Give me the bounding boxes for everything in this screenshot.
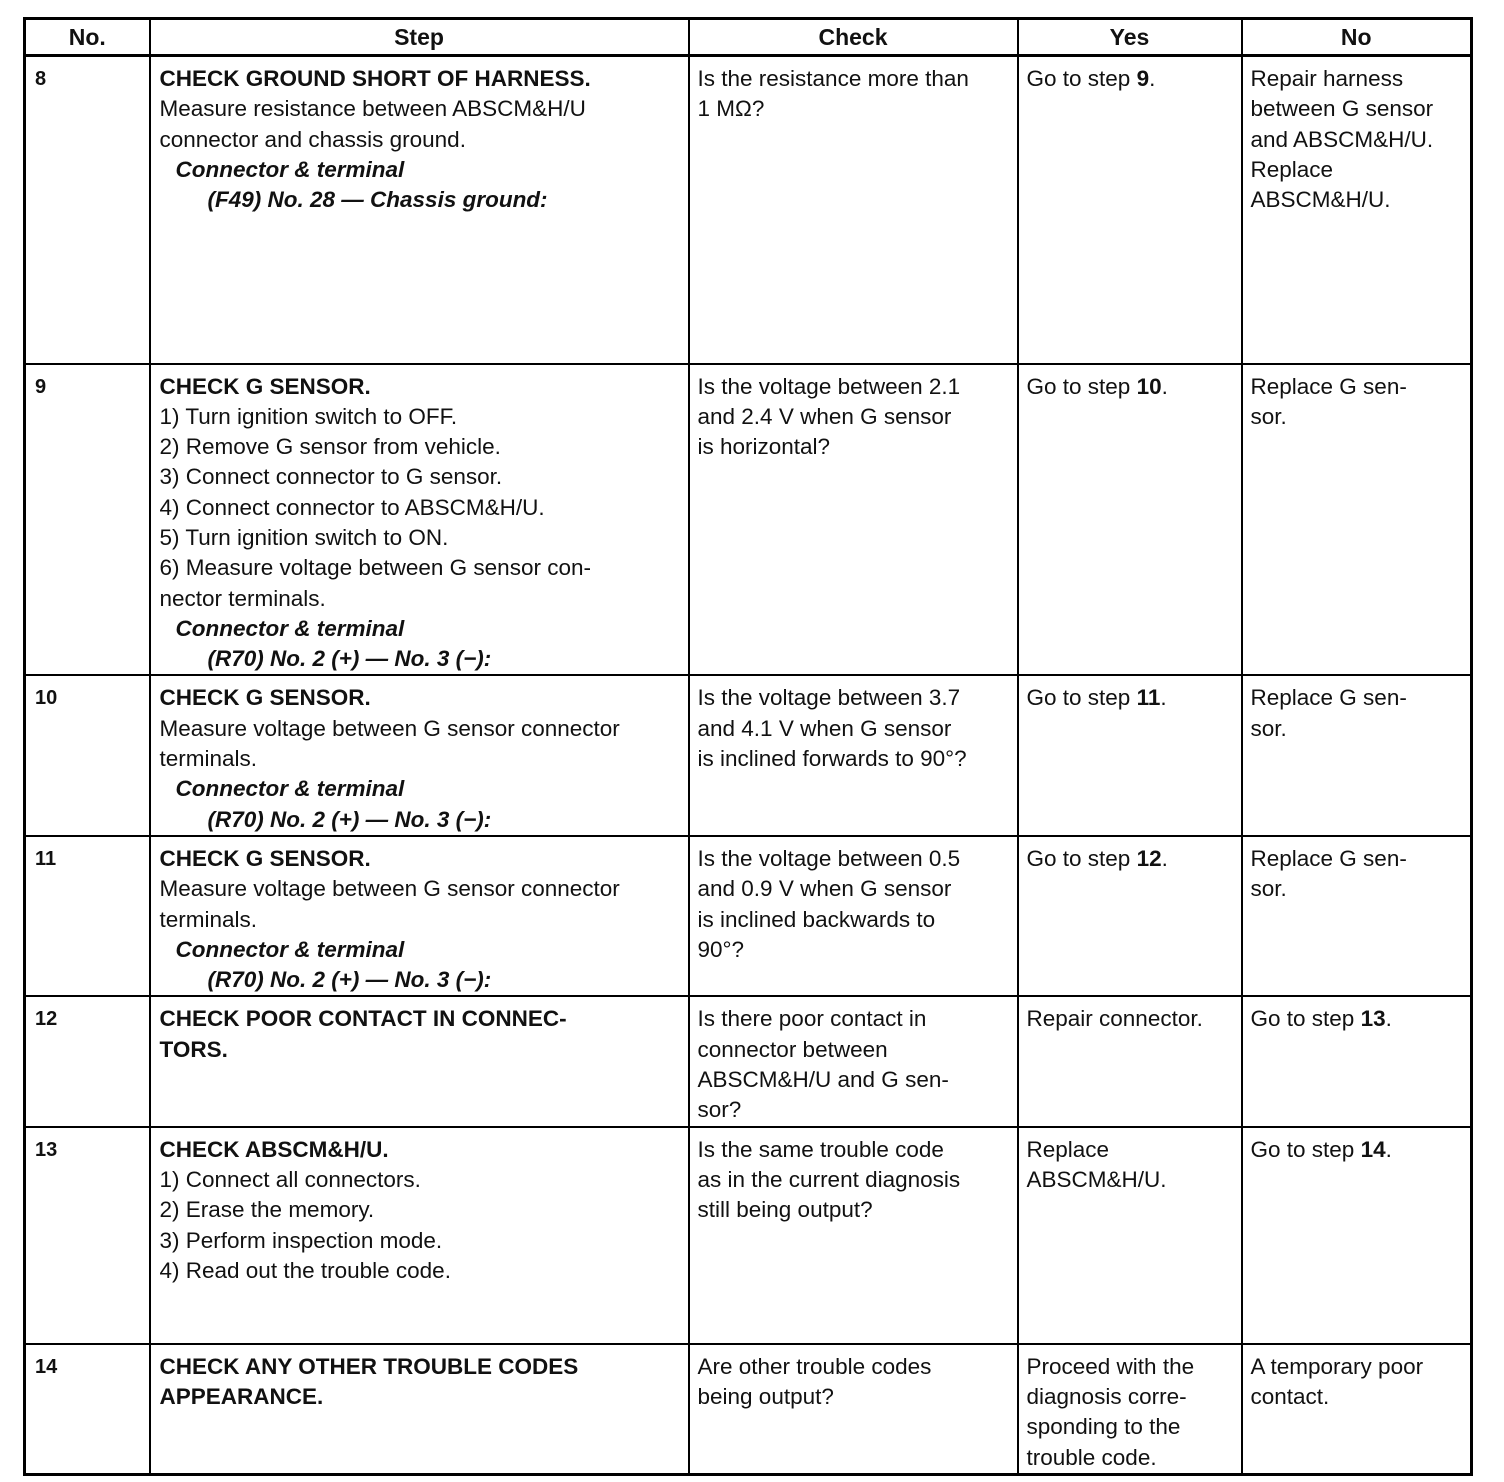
no-line: Replace G sen- <box>1250 685 1407 711</box>
step-line: connector and chassis ground. <box>159 126 466 152</box>
yes-prefix: Go to step <box>1026 845 1137 871</box>
no-prefix: Go to step <box>1250 1136 1361 1162</box>
step-number: 8 <box>25 56 150 364</box>
no-line: sor. <box>1250 715 1287 741</box>
step-title: CHECK ABSCM&H/U. <box>159 1136 389 1162</box>
no-suffix: . <box>1385 1006 1392 1032</box>
terminal-spec: (F49) No. 28 — Chassis ground: <box>207 187 548 213</box>
terminal-spec: (R70) No. 2 (+) — No. 3 (−): <box>207 967 492 993</box>
yes-step-ref: 11 <box>1136 685 1161 711</box>
yes-line: Proceed with the <box>1026 1353 1195 1379</box>
step-line: 4) Read out the trouble code. <box>159 1257 451 1283</box>
yes-line: ABSCM&H/U. <box>1026 1166 1167 1192</box>
step-cell <box>150 675 689 835</box>
step-number: 10 <box>25 675 150 835</box>
yes-line: Replace <box>1026 1136 1110 1162</box>
header-no-result: No <box>1242 19 1472 56</box>
step-title: TORS. <box>159 1036 228 1062</box>
no-cell <box>1242 1344 1472 1475</box>
check-line: and 0.9 V when G sensor <box>697 876 952 902</box>
check-line: 90°? <box>697 936 745 962</box>
step-line: 5) Turn ignition switch to ON. <box>159 524 449 550</box>
yes-suffix: . <box>1160 685 1167 711</box>
no-prefix: Go to step <box>1250 1006 1361 1032</box>
check-line: and 2.4 V when G sensor <box>697 403 952 429</box>
no-line: and ABSCM&H/U. <box>1250 126 1434 152</box>
header-yes: Yes <box>1018 19 1242 56</box>
check-line: is horizontal? <box>697 434 831 460</box>
connector-label: Connector & terminal <box>175 615 405 641</box>
step-line: 2) Remove G sensor from vehicle. <box>159 434 501 460</box>
check-cell <box>689 1344 1018 1475</box>
table-row <box>25 996 1472 1126</box>
no-line <box>1251 1004 1463 1034</box>
no-line: contact. <box>1250 1383 1330 1409</box>
terminal-spec: (R70) No. 2 (+) — No. 3 (−): <box>207 806 492 832</box>
no-line: sor. <box>1250 403 1287 429</box>
yes-line: trouble code. <box>1026 1444 1157 1470</box>
check-line: 1 MΩ? <box>697 96 765 122</box>
no-cell <box>1242 675 1472 835</box>
table-row <box>25 836 1472 996</box>
step-title: CHECK G SENSOR. <box>159 845 371 871</box>
step-cell <box>150 56 689 364</box>
check-cell <box>689 56 1018 364</box>
yes-line: sponding to the <box>1026 1414 1181 1440</box>
no-cell <box>1242 1127 1472 1344</box>
yes-step-ref: 9 <box>1136 66 1150 91</box>
check-line: Is there poor contact in <box>697 1006 927 1032</box>
check-line: sor? <box>697 1097 742 1123</box>
table-row <box>25 364 1472 676</box>
step-line: 4) Connect connector to ABSCM&H/U. <box>159 494 545 520</box>
no-cell <box>1242 364 1472 676</box>
step-number: 11 <box>25 836 150 996</box>
check-line: and 4.1 V when G sensor <box>697 715 952 741</box>
no-cell <box>1242 996 1472 1126</box>
no-line: ABSCM&H/U. <box>1250 187 1391 213</box>
no-line: between G sensor <box>1250 96 1434 122</box>
yes-cell <box>1018 1344 1242 1475</box>
step-line: Measure voltage between G sensor connector <box>159 876 620 902</box>
check-line: being output? <box>697 1383 834 1409</box>
step-cell <box>150 1127 689 1344</box>
connector-label: Connector & terminal <box>175 936 405 962</box>
connector-label: Connector & terminal <box>175 156 405 182</box>
check-line: as in the current diagnosis <box>697 1166 961 1192</box>
step-title: CHECK GROUND SHORT OF HARNESS. <box>159 66 591 91</box>
step-line: terminals. <box>159 906 258 932</box>
yes-line <box>1027 372 1233 402</box>
no-line: Replace <box>1250 156 1334 182</box>
check-line: ABSCM&H/U and G sen- <box>697 1067 949 1093</box>
no-line: Replace G sen- <box>1250 373 1407 399</box>
yes-cell <box>1018 996 1242 1126</box>
step-cell <box>150 1344 689 1475</box>
yes-suffix: . <box>1161 845 1168 871</box>
yes-cell <box>1018 56 1242 364</box>
step-line: 1) Turn ignition switch to OFF. <box>159 403 458 429</box>
header-check: Check <box>689 19 1018 56</box>
check-line: Is the same trouble code <box>697 1136 944 1162</box>
yes-cell <box>1018 1127 1242 1344</box>
yes-line <box>1027 844 1233 874</box>
check-cell <box>689 836 1018 996</box>
header-step: Step <box>150 19 689 56</box>
no-line <box>1251 1135 1463 1165</box>
terminal-spec: (R70) No. 2 (+) — No. 3 (−): <box>207 646 492 672</box>
yes-cell <box>1018 364 1242 676</box>
step-line: 3) Perform inspection mode. <box>159 1227 443 1253</box>
check-line: Are other trouble codes <box>697 1353 932 1379</box>
step-line: 2) Erase the memory. <box>159 1197 375 1223</box>
yes-line <box>1027 683 1233 713</box>
table-row <box>25 1127 1472 1344</box>
check-line: still being output? <box>697 1197 873 1223</box>
no-cell <box>1242 56 1472 364</box>
step-number: 14 <box>25 1344 150 1475</box>
step-title: CHECK G SENSOR. <box>159 685 371 711</box>
check-line: Is the voltage between 0.5 <box>697 845 961 871</box>
yes-step-ref: 10 <box>1136 373 1162 399</box>
check-cell <box>689 675 1018 835</box>
step-number: 13 <box>25 1127 150 1344</box>
yes-step-ref: 12 <box>1136 845 1162 871</box>
check-cell <box>689 996 1018 1126</box>
check-line: Is the voltage between 3.7 <box>697 685 961 711</box>
yes-prefix: Go to step <box>1026 66 1137 91</box>
yes-line: Repair connector. <box>1026 1006 1203 1032</box>
check-cell <box>689 364 1018 676</box>
check-line: is inclined backwards to <box>697 906 936 932</box>
step-line: Measure resistance between ABSCM&H/U <box>159 96 586 122</box>
step-line: 3) Connect connector to G sensor. <box>159 464 503 490</box>
no-line: Repair harness <box>1250 66 1404 91</box>
no-cell <box>1242 836 1472 996</box>
yes-prefix: Go to step <box>1026 685 1137 711</box>
yes-prefix: Go to step <box>1026 373 1137 399</box>
step-title: CHECK ANY OTHER TROUBLE CODES <box>159 1353 579 1379</box>
header-row <box>25 19 1472 56</box>
yes-line <box>1027 64 1233 94</box>
yes-cell <box>1018 836 1242 996</box>
yes-cell <box>1018 675 1242 835</box>
yes-line: diagnosis corre- <box>1026 1383 1187 1409</box>
step-title: APPEARANCE. <box>159 1383 324 1409</box>
table-row <box>25 56 1472 364</box>
no-step-ref: 13 <box>1360 1006 1386 1032</box>
check-line: Is the resistance more than <box>697 66 969 91</box>
step-line: terminals. <box>159 746 258 772</box>
step-cell <box>150 996 689 1126</box>
table-row <box>25 675 1472 835</box>
check-line: Is the voltage between 2.1 <box>697 373 961 399</box>
check-line: is inclined forwards to 90°? <box>697 746 967 772</box>
yes-suffix: . <box>1161 373 1168 399</box>
check-line: connector between <box>697 1036 888 1062</box>
no-line: Replace G sen- <box>1250 845 1407 871</box>
table-row <box>25 1344 1472 1475</box>
no-step-ref: 14 <box>1360 1136 1386 1162</box>
diagnosis-table <box>23 17 1473 1476</box>
yes-suffix: . <box>1149 66 1156 91</box>
step-line: Measure voltage between G sensor connector <box>159 715 620 741</box>
step-line: 6) Measure voltage between G sensor con- <box>159 555 591 581</box>
step-number: 9 <box>25 364 150 676</box>
step-number: 12 <box>25 996 150 1126</box>
header-no: No. <box>25 19 150 56</box>
step-title: CHECK G SENSOR. <box>159 373 371 399</box>
step-cell <box>150 364 689 676</box>
no-line: sor. <box>1250 876 1287 902</box>
step-line: 1) Connect all connectors. <box>159 1166 421 1192</box>
step-line: nector terminals. <box>159 585 326 611</box>
step-cell <box>150 836 689 996</box>
no-line: A temporary poor <box>1250 1353 1424 1379</box>
step-title: CHECK POOR CONTACT IN CONNEC- <box>159 1006 567 1032</box>
connector-label: Connector & terminal <box>175 776 405 802</box>
no-suffix: . <box>1385 1136 1392 1162</box>
check-cell <box>689 1127 1018 1344</box>
